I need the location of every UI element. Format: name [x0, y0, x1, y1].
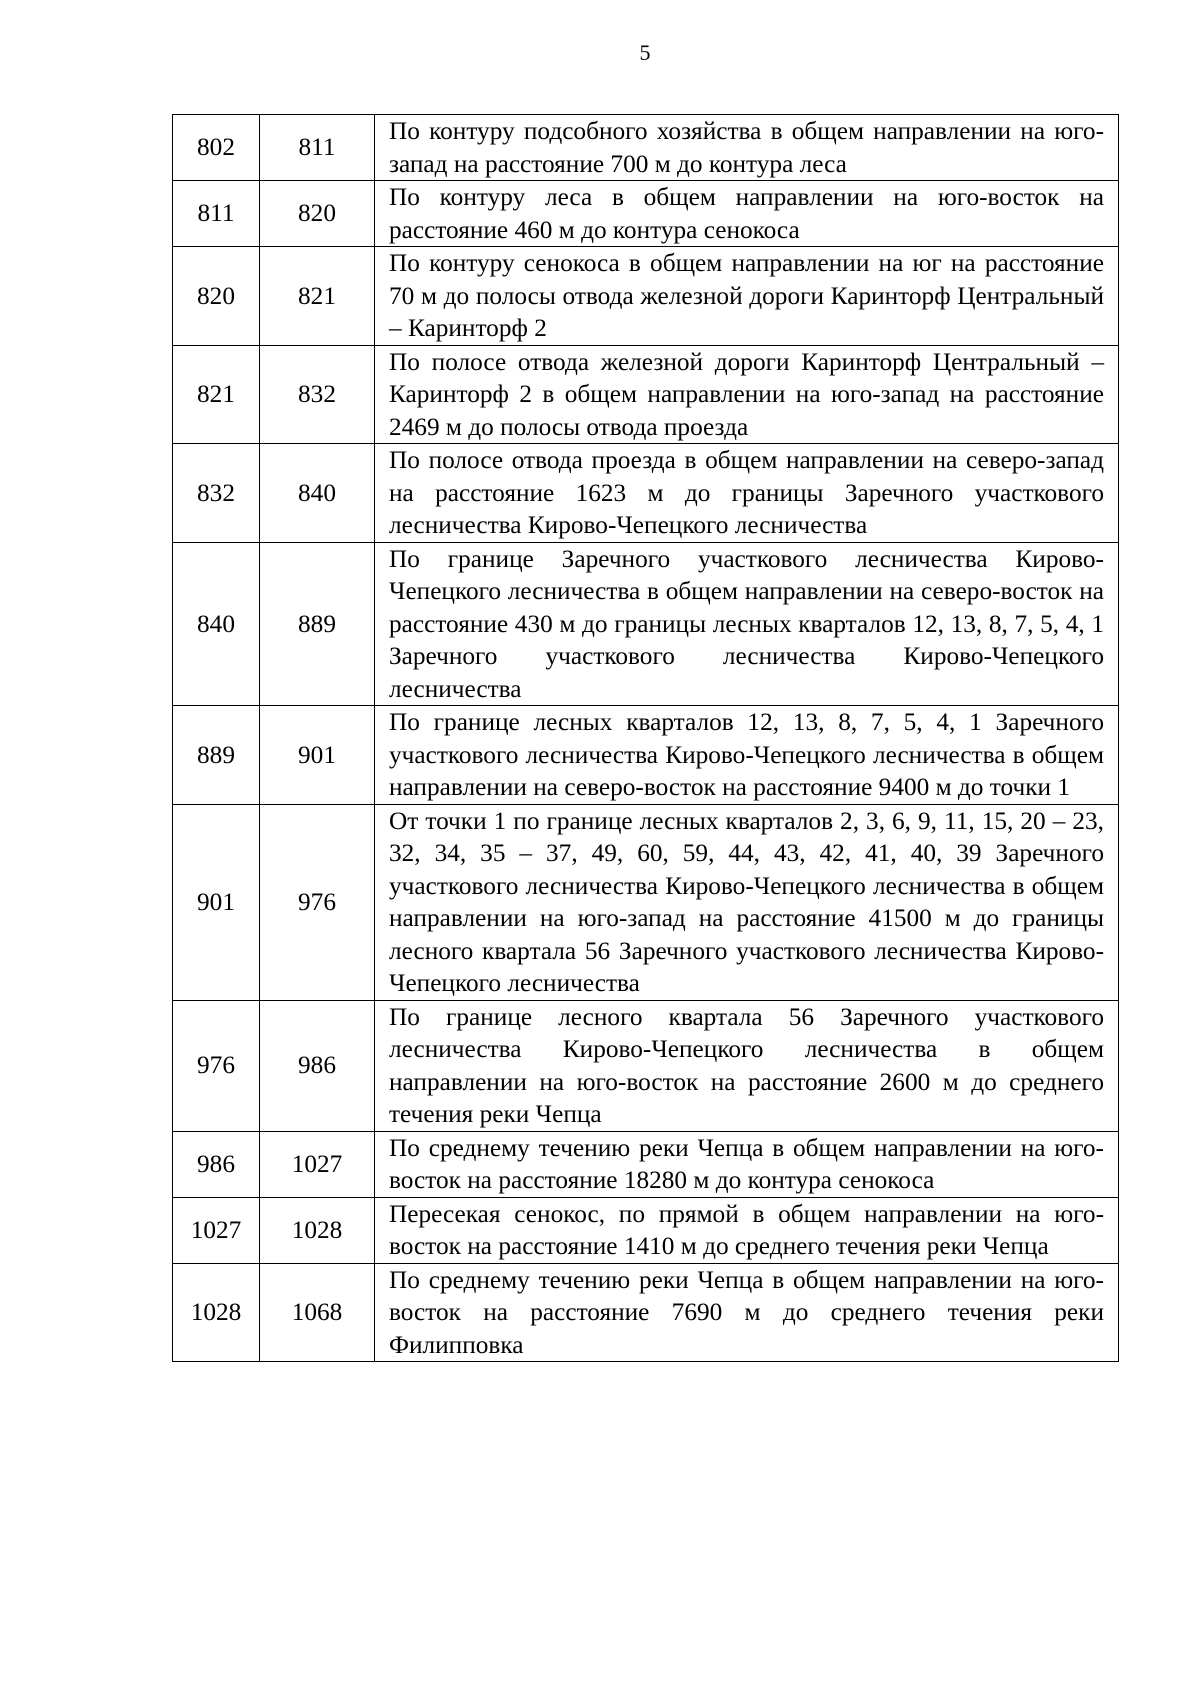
from-point-cell: 811 [173, 181, 260, 247]
table-row [173, 1197, 1119, 1263]
description-cell: От точки 1 по границе лесных кварталов 2, 3, 6, 9, 11, 15, 20 – 23, 32, 34, 35 – 37, 49, 60, 59, 44, 43, 42, 41, 40, 39 Заречного участкового лесничества Кирово-Чепецкого лесничества в общем направлении на юго-запад на расстояние 41500 м до границы лесного квартала 56 Заречного участкового лесничества Кирово-Чепецкого лесничества [375, 804, 1119, 1000]
description-cell: По полосе отвода проезда в общем направлении на северо-запад на расстояние 1623 м до границы Заречного участкового лесничества Кирово-Чепецкого лесничества [375, 444, 1119, 543]
from-point-cell: 901 [173, 804, 260, 1000]
description-cell: Пересекая сенокос, по прямой в общем направлении на юго-восток на расстояние 1410 м до среднего течения реки Чепца [375, 1197, 1119, 1263]
page-number: 5 [639, 40, 651, 65]
from-point-cell: 1028 [173, 1263, 260, 1362]
to-point-cell: 1068 [260, 1263, 375, 1362]
description-cell: По среднему течению реки Чепца в общем направлении на юго-восток на расстояние 7690 м до среднего течения реки Филипповка [375, 1263, 1119, 1362]
description-cell: По контуру подсобного хозяйства в общем направлении на юго-запад на расстояние 700 м до контура леса [375, 115, 1119, 181]
description-cell: По контуру сенокоса в общем направлении на юг на расстояние 70 м до полосы отвода железной дороги Каринторф Центральный – Каринторф 2 [375, 247, 1119, 346]
description-cell: По границе лесного квартала 56 Заречного участкового лесничества Кирово-Чепецкого лесничества в общем направлении на юго-восток на расстояние 2600 м до среднего течения реки Чепца [375, 1000, 1119, 1131]
table-row [173, 706, 1119, 805]
from-point-cell: 1027 [173, 1197, 260, 1263]
table-row [173, 1263, 1119, 1362]
table-row [173, 444, 1119, 543]
from-point-cell: 832 [173, 444, 260, 543]
table-row [173, 1000, 1119, 1131]
table-row [173, 247, 1119, 346]
description-cell: По среднему течению реки Чепца в общем направлении на юго-восток на расстояние 18280 м до контура сенокоса [375, 1131, 1119, 1197]
table-row [173, 181, 1119, 247]
to-point-cell: 986 [260, 1000, 375, 1131]
description-cell: По границе лесных кварталов 12, 13, 8, 7, 5, 4, 1 Заречного участкового лесничества Кирово-Чепецкого лесничества в общем направлении на северо-восток на расстояние 9400 м до точки 1 [375, 706, 1119, 805]
to-point-cell: 840 [260, 444, 375, 543]
description-cell: По контуру леса в общем направлении на юго-восток на расстояние 460 м до контура сенокоса [375, 181, 1119, 247]
from-point-cell: 802 [173, 115, 260, 181]
to-point-cell: 820 [260, 181, 375, 247]
table-row [173, 115, 1119, 181]
table-row [173, 1131, 1119, 1197]
to-point-cell: 1028 [260, 1197, 375, 1263]
to-point-cell: 901 [260, 706, 375, 805]
to-point-cell: 889 [260, 542, 375, 706]
description-cell: По границе Заречного участкового лесничества Кирово-Чепецкого лесничества в общем направлении на северо-восток на расстояние 430 м до границы лесных кварталов 12, 13, 8, 7, 5, 4, 1 Заречного участкового лесничества Кирово-Чепецкого лесничества [375, 542, 1119, 706]
from-point-cell: 820 [173, 247, 260, 346]
to-point-cell: 1027 [260, 1131, 375, 1197]
to-point-cell: 832 [260, 345, 375, 444]
table-row [173, 804, 1119, 1000]
boundary-description-table [172, 114, 1119, 1362]
description-cell: По полосе отвода железной дороги Каринторф Центральный – Каринторф 2 в общем направлении на юго-запад на расстояние 2469 м до полосы отвода проезда [375, 345, 1119, 444]
from-point-cell: 976 [173, 1000, 260, 1131]
from-point-cell: 889 [173, 706, 260, 805]
from-point-cell: 986 [173, 1131, 260, 1197]
to-point-cell: 821 [260, 247, 375, 346]
table-row [173, 542, 1119, 706]
from-point-cell: 840 [173, 542, 260, 706]
from-point-cell: 821 [173, 345, 260, 444]
to-point-cell: 976 [260, 804, 375, 1000]
to-point-cell: 811 [260, 115, 375, 181]
table-row [173, 345, 1119, 444]
